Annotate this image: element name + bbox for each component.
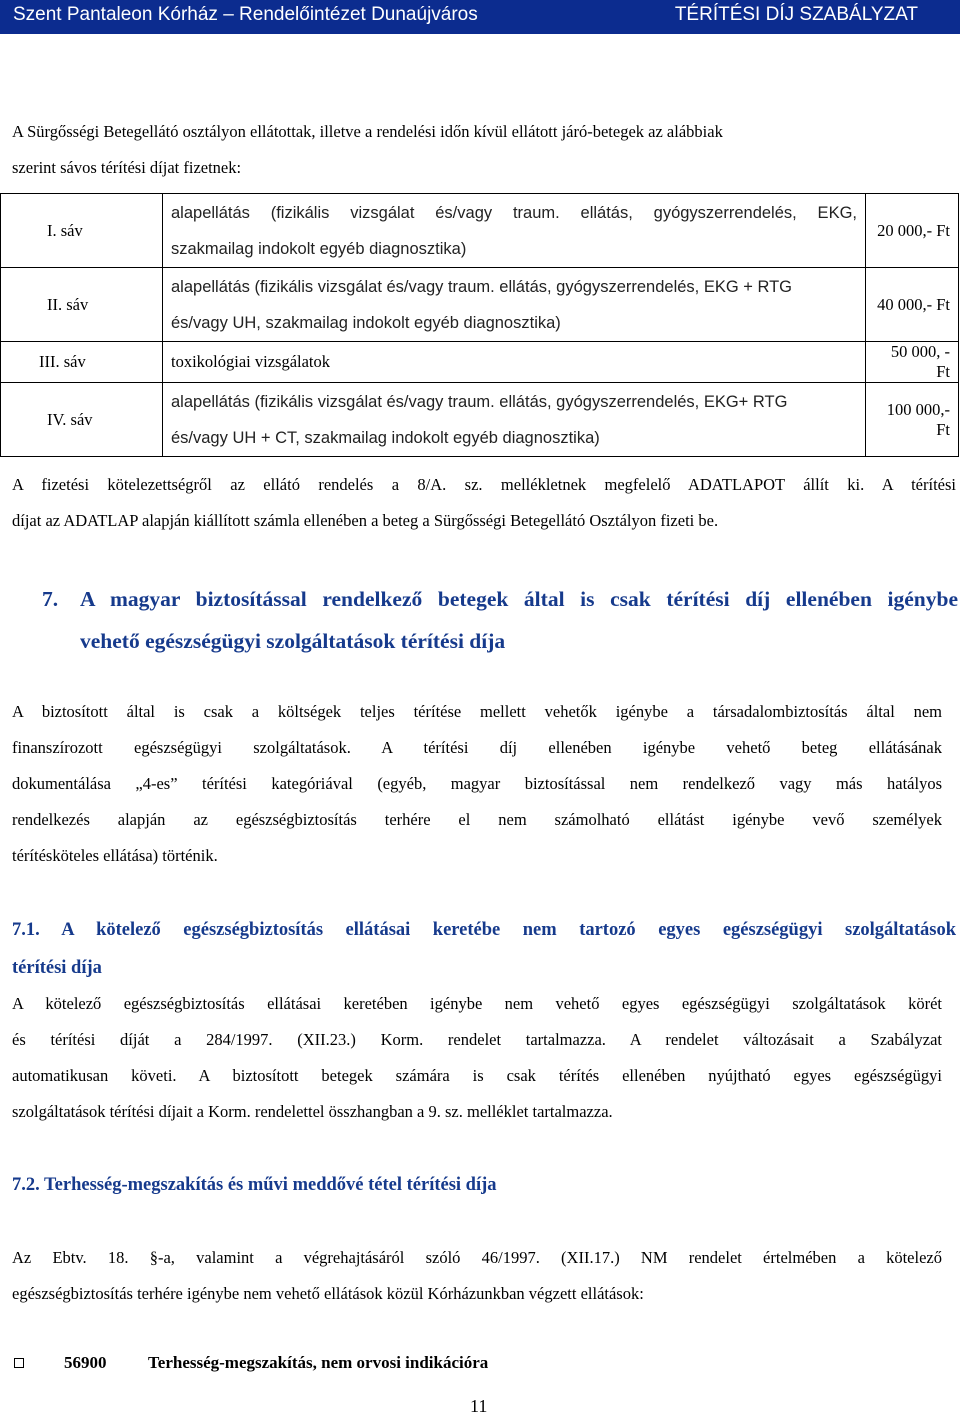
band-description-line: és/vagy UH, szakmailag indokolt egyéb diagnosztika): [171, 313, 561, 332]
section-7-title-line: A magyar biztosítással rendelkező betegek által is csak térítési díj ellenében igénybe: [80, 587, 958, 611]
band-label: I. sáv: [1, 194, 163, 268]
body-line: dokumentálása „4-es” térítési kategóriával (egyéb, magyar biztosítással nem rendelkező vagy más hatályos: [12, 774, 942, 793]
intro-paragraph: [12, 114, 952, 186]
table-row: [1, 342, 959, 383]
payment-note-line: díjat az ADATLAP alapján kiállított számla ellenében a beteg a Sürgősségi Betegellátó Osztályon fizeti be.: [12, 511, 719, 530]
band-price: 50 000, - Ft: [866, 342, 959, 383]
procedure-code: 56900: [64, 1353, 107, 1372]
body-line: rendelkezés alapján az egészségbiztosítás terhére el nem számolható ellátást igénybe vevő személyek: [12, 810, 942, 829]
band-description: [163, 383, 866, 457]
band-description-line: alapellátás (fizikális vizsgálat és/vagy traum. ellátás, gyógyszerrendelés, EKG + RTG: [171, 277, 793, 296]
band-price: 40 000,- Ft: [866, 268, 959, 342]
table-row: [1, 383, 959, 457]
band-description: [163, 268, 866, 342]
body-line: Az Ebtv. 18. §-a, valamint a végrehajtásáról szóló 46/1997. (XII.17.) NM rendelet értelmében a kötelező: [12, 1248, 942, 1267]
section-7-2-heading: 7.2. Terhesség-megszakítás és művi meddővé tétel térítési díja: [12, 1175, 497, 1195]
band-label: III. sáv: [1, 342, 163, 383]
intro-line: szerint sávos térítési díjat fizetnek:: [12, 158, 242, 177]
page-number: 11: [470, 1396, 488, 1416]
band-description: [163, 342, 866, 383]
band-description-line: szakmailag indokolt egyéb diagnosztika): [171, 239, 467, 258]
band-price: 20 000,- Ft: [866, 194, 959, 268]
page-header: [0, 0, 960, 34]
band-description-line: alapellátás (fizikális vizsgálat és/vagy traum. ellátás, gyógyszerrendelés, EKG,: [171, 203, 857, 222]
body-line: A biztosított által is csak a költségek teljes térítése mellett vehetők igénybe a társadalombiztosítás által nem: [12, 702, 942, 721]
section-7-2-body: [12, 1240, 942, 1312]
body-line: szolgáltatások térítési díjait a Korm. rendelettel összhangban a 9. sz. melléklet tartalmazza.: [12, 1102, 613, 1121]
band-price: 100 000,- Ft: [866, 383, 959, 457]
intro-line: A Sürgősségi Betegellátó osztályon ellátottak, illetve a rendelési időn kívül ellátott járó-betegek az alábbiak: [12, 122, 723, 141]
section-7-1-title-line: térítési díja: [12, 958, 102, 978]
square-bullet-icon: [14, 1358, 24, 1368]
payment-note-line: A fizetési kötelezettségről az ellátó rendelés a 8/A. sz. mellékletnek megfelelő ADATLAPOT állít ki. A térítési: [12, 475, 956, 494]
table-row: [1, 268, 959, 342]
payment-note: [12, 467, 956, 539]
body-line: térítésköteles ellátása) történik.: [12, 846, 218, 865]
section-7-title-line: vehető egészségügyi szolgáltatások térítési díja: [80, 629, 506, 653]
body-line: és térítési díját a 284/1997. (XII.23.) Korm. rendelet tartalmazza. A rendelet változásait a Szabályzat: [12, 1030, 942, 1049]
section-7-1-heading: [12, 911, 956, 987]
band-description-line: és/vagy UH + CT, szakmailag indokolt egyéb diagnosztika): [171, 428, 600, 447]
body-line: egészségbiztosítás terhére igénybe nem vehető ellátások közül Kórházunkban végzett ellátások:: [12, 1284, 644, 1303]
body-line: A kötelező egészségbiztosítás ellátásai keretében igénybe nem vehető egyes egészségügyi szolgáltatások körét: [12, 994, 942, 1013]
band-description-line: alapellátás (fizikális vizsgálat és/vagy traum. ellátás, gyógyszerrendelés, EKG+ RTG: [171, 392, 788, 411]
body-line: finanszírozott egészségügyi szolgáltatások. A térítési díj ellenében igénybe vehető beteg ellátásának: [12, 738, 942, 757]
section-7-1-body: [12, 986, 942, 1130]
header-institution: Szent Pantaleon Kórház – Rendelőintézet Dunaújváros: [13, 4, 478, 25]
procedure-title: Terhesség-megszakítás, nem orvosi indikációra: [148, 1353, 489, 1372]
band-label: IV. sáv: [1, 383, 163, 457]
section-7-number: 7.: [42, 587, 59, 611]
header-document-title: TÉRÍTÉSI DÍJ SZABÁLYZAT: [674, 4, 918, 25]
section-7-heading: [42, 578, 958, 662]
section-7-1-title-line: 7.1. A kötelező egészségbiztosítás ellátásai keretébe nem tartozó egyes egészségügyi szolgáltatások: [12, 920, 956, 940]
fee-band-table: [0, 193, 959, 457]
band-label: II. sáv: [1, 268, 163, 342]
section-7-body: [12, 694, 942, 874]
band-description: [163, 194, 866, 268]
band-description-line: toxikológiai vizsgálatok: [171, 352, 331, 371]
table-row: [1, 194, 959, 268]
body-line: automatikusan követi. A biztosított betegek számára is csak térítés ellenében nyújtható egyes egészségügyi: [12, 1066, 942, 1085]
